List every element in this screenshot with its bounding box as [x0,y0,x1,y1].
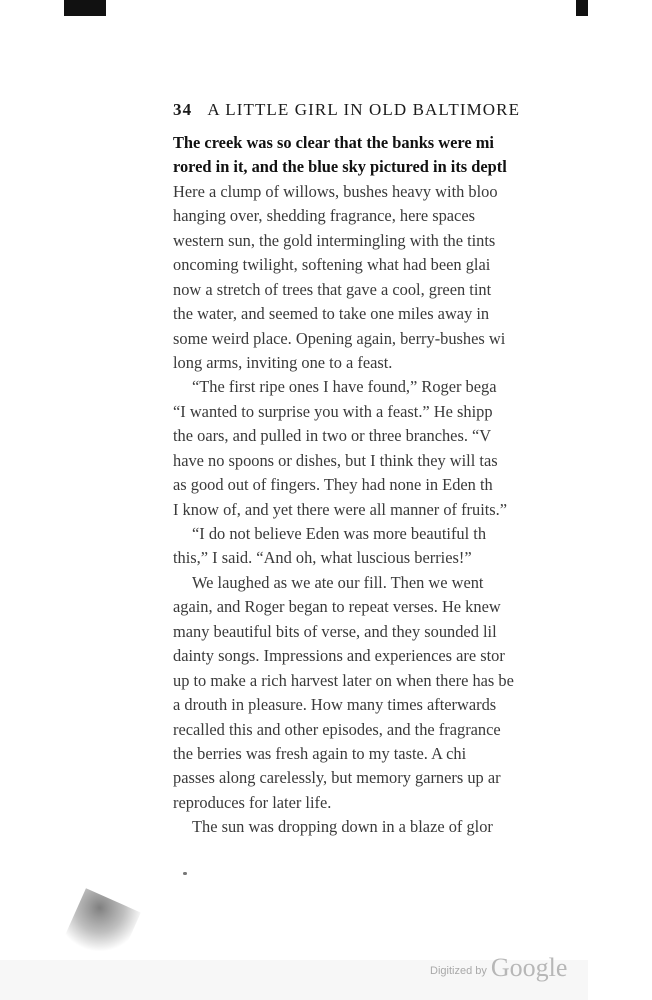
text-line: dainty songs. Impressions and experiences are stor [173,646,505,666]
text-line: the oars, and pulled in two or three branches. “V [173,426,492,446]
text-line: a drouth in pleasure. How many times afterwards [173,695,497,715]
digitized-watermark [430,953,567,983]
text-line: “I do not believe Eden was more beautiful th [192,524,487,543]
scan-right-margin [588,0,652,1000]
text-line: We laughed as we ate our fill. Then we went [192,572,484,592]
text-line: The sun was dropping down in a blaze of glor [192,817,493,837]
text-line: have no spoons or dishes, but I think they will tas [173,450,498,470]
text-line: rored in it, and the blue sky pictured in its deptl [173,157,507,177]
google-logo: Google [490,953,568,982]
text-line: now a stretch of trees that gave a cool, green tint [173,279,492,299]
text-line: some weird place. Opening again, berry-bushes wi [173,328,506,348]
text-line: western sun, the gold intermingling with the tints [173,230,496,250]
text-line: Here a clump of willows, bushes heavy with bloo [173,181,498,201]
book-title: A LITTLE GIRL IN OLD BALTIMORE [207,100,521,119]
text-line: long arms, inviting one to a feast. [173,352,393,372]
thumb-smudge [63,888,141,964]
text-line: passes along carelessly, but memory garners up ar [173,768,501,788]
text-line: up to make a rich harvest later on when there has be [173,670,514,690]
page-text [173,131,613,840]
running-head [173,100,613,124]
text-line: oncoming twilight, softening what had been glai [173,255,491,275]
scan-border-top-left [64,0,106,16]
text-line: reproduces for later life. [173,792,332,812]
text-line: many beautiful bits of verse, and they sounded lil [173,621,497,641]
text-line: as good out of fingers. They had none in Eden th [173,475,493,495]
book-page [173,100,613,840]
text-line: again, and Roger began to repeat verses. He knew [173,597,501,617]
text-line: this,” I said. “And oh, what luscious berries!” [173,548,472,568]
ink-mark [183,872,187,875]
scan-border-top-right [576,0,588,16]
text-line: I know of, and yet there were all manner of fruits.” [173,499,508,519]
text-line: the water, and seemed to take one miles away in [173,304,490,324]
page-number: 34 [173,100,193,119]
text-line: “I wanted to surprise you with a feast.” He shipp [173,401,493,421]
text-line: “The first ripe ones I have found,” Roger bega [192,377,497,397]
text-line: recalled this and other episodes, and the fragrance [173,719,501,739]
watermark-prefix: Digitized by [430,965,487,977]
text-line: hanging over, shedding fragrance, here spaces [173,206,475,226]
text-line: The creek was so clear that the banks were mi [173,133,494,152]
text-line: the berries was fresh again to my taste. A chi [173,743,467,763]
